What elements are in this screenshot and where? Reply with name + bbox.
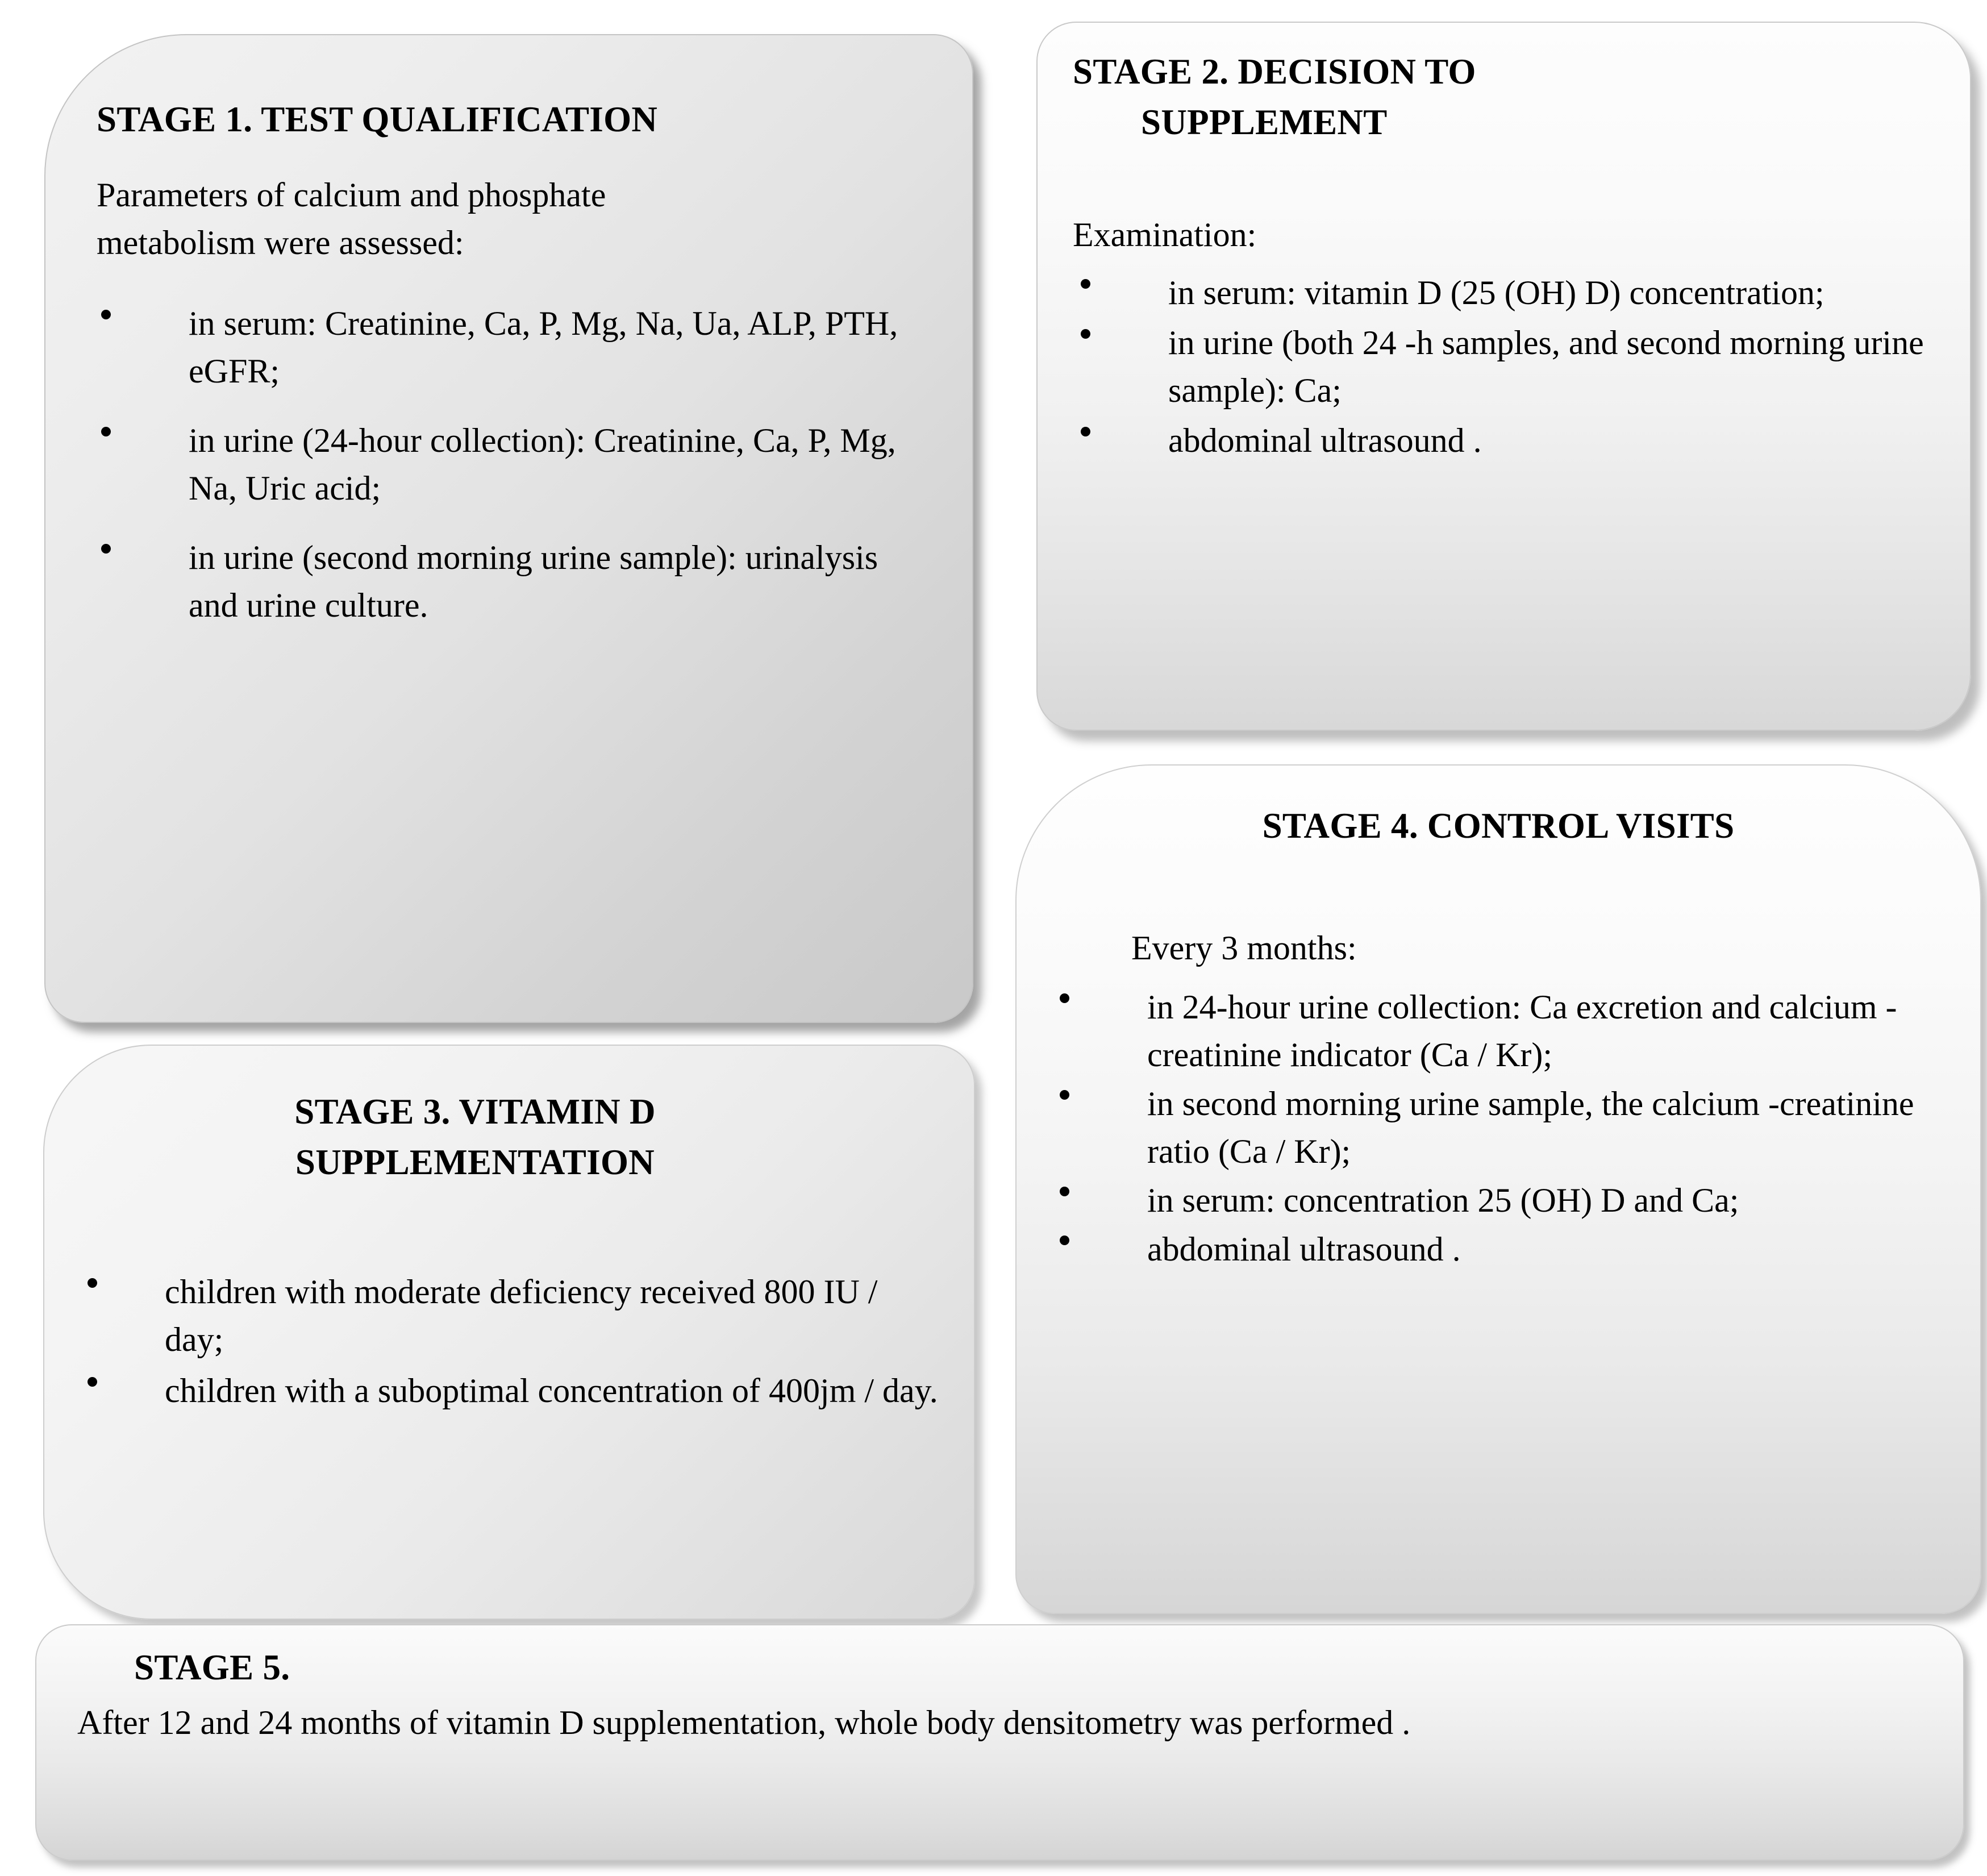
bullet-dot-icon (101, 310, 111, 319)
stage-4-box[interactable] (1015, 764, 1981, 1614)
bullet-dot-icon (1081, 427, 1090, 436)
stage-3-box[interactable] (43, 1045, 975, 1620)
stage-2-bullet-list (1067, 269, 1940, 464)
stage-4-bullet-3-text: in serum: concentration 25 (OH) D and Ca; (1147, 1182, 1739, 1220)
bullet-dot-icon (88, 1278, 97, 1288)
bullet-dot-icon (101, 544, 111, 554)
stage-4-bullet-2-text: in second morning urine sample, the calcium -creatinine ratio (Ca / Kr); (1147, 1085, 1914, 1171)
stage-4-bullet-4-text: abdominal ultrasound . (1147, 1230, 1461, 1268)
stage-3-bullet-list (74, 1268, 944, 1415)
stage-3-title (74, 1087, 944, 1188)
stage-4-bullet-3 (1046, 1176, 1951, 1224)
stage-1-box[interactable] (44, 34, 973, 1023)
stage-2-bullet-2-text: in urine (both 24 -h samples, and second morning urine sample): Ca; (1168, 323, 1924, 409)
bullet-dot-icon (1060, 1090, 1069, 1100)
stage-4-bullet-list (1046, 983, 1951, 1273)
stage-3-title-line-2: SUPPLEMENTATION (295, 1142, 655, 1183)
bullet-dot-icon (1081, 279, 1090, 289)
bullet-dot-icon (101, 427, 111, 436)
stage-3-bullet-1 (74, 1268, 944, 1363)
stage-2-title (1073, 47, 1940, 148)
stage-1-bullet-list (88, 300, 943, 629)
stage-2-lead-text: Examination: (1073, 215, 1257, 253)
stage-5-body-text: After 12 and 24 months of vitamin D supplementation, whole body densitometry was performed . (77, 1704, 1411, 1742)
stage-2-bullet-1 (1067, 269, 1940, 317)
stage-1-bullet-1-text: in serum: Creatinine, Ca, P, Mg, Na, Ua, ALP, PTH, eGFR; (189, 305, 898, 390)
stage-4-title-line-1: STAGE 4. CONTROL VISITS (1262, 806, 1735, 846)
stage-1-bullet-3-text: in urine (second morning urine sample): urinalysis and urine culture. (189, 539, 878, 625)
stage-3-bullet-2 (74, 1367, 944, 1415)
bullet-dot-icon (1060, 993, 1069, 1003)
stage-2-bullet-3-text: abdominal ultrasound . (1168, 421, 1482, 459)
stage-5-title-line-1: STAGE 5. (134, 1648, 290, 1687)
stage-3-bullet-2-text: children with a suboptimal concentration of 400jm / day. (165, 1371, 938, 1409)
stage-2-bullet-3 (1067, 417, 1940, 464)
stage-2-title-line-1: STAGE 2. DECISION TO (1073, 52, 1476, 91)
bullet-dot-icon (1060, 1236, 1069, 1245)
stage-4-title (1046, 801, 1951, 851)
stage-2-bullet-1-text: in serum: vitamin D (25 (OH) D) concentration; (1168, 273, 1824, 311)
stage-1-bullet-2-text: in urine (24-hour collection): Creatinine, Ca, P, Mg, Na, Uric acid; (189, 422, 896, 508)
stage-1-lead-text: Parameters of calcium and phosphate metabolism were assessed: (97, 176, 606, 262)
stage-4-bullet-4 (1046, 1225, 1951, 1273)
stage-4-lead-text: Every 3 months: (1131, 929, 1357, 967)
stage-1-title (97, 94, 943, 145)
stage-4-bullet-2 (1046, 1080, 1951, 1175)
stage-1-bullet-3 (88, 534, 927, 629)
stage-1-title-line-1: STAGE 1. TEST QUALIFICATION (97, 99, 658, 139)
stage-1-bullet-2 (88, 417, 927, 512)
stage-4-bullet-1-text: in 24-hour urine collection: Ca excretion and calcium -creatinine indicator (Ca / Kr); (1147, 988, 1897, 1074)
stage-3-bullet-1-text: children with moderate deficiency received 800 IU / day; (165, 1272, 878, 1358)
stage-4-bullet-1 (1046, 983, 1951, 1079)
stage-2-box[interactable] (1036, 22, 1971, 731)
bullet-dot-icon (1081, 329, 1090, 339)
bullet-dot-icon (88, 1377, 97, 1387)
stage-5-title (134, 1642, 1934, 1693)
bullet-dot-icon (1060, 1187, 1069, 1196)
stage-3-title-line-1: STAGE 3. VITAMIN D (294, 1092, 656, 1132)
stage-2-title-line-2: SUPPLEMENT (1141, 102, 1388, 143)
stage-5-box[interactable] (35, 1624, 1964, 1861)
stage-2-bullet-2 (1067, 319, 1940, 414)
stage-1-bullet-1 (88, 300, 927, 395)
